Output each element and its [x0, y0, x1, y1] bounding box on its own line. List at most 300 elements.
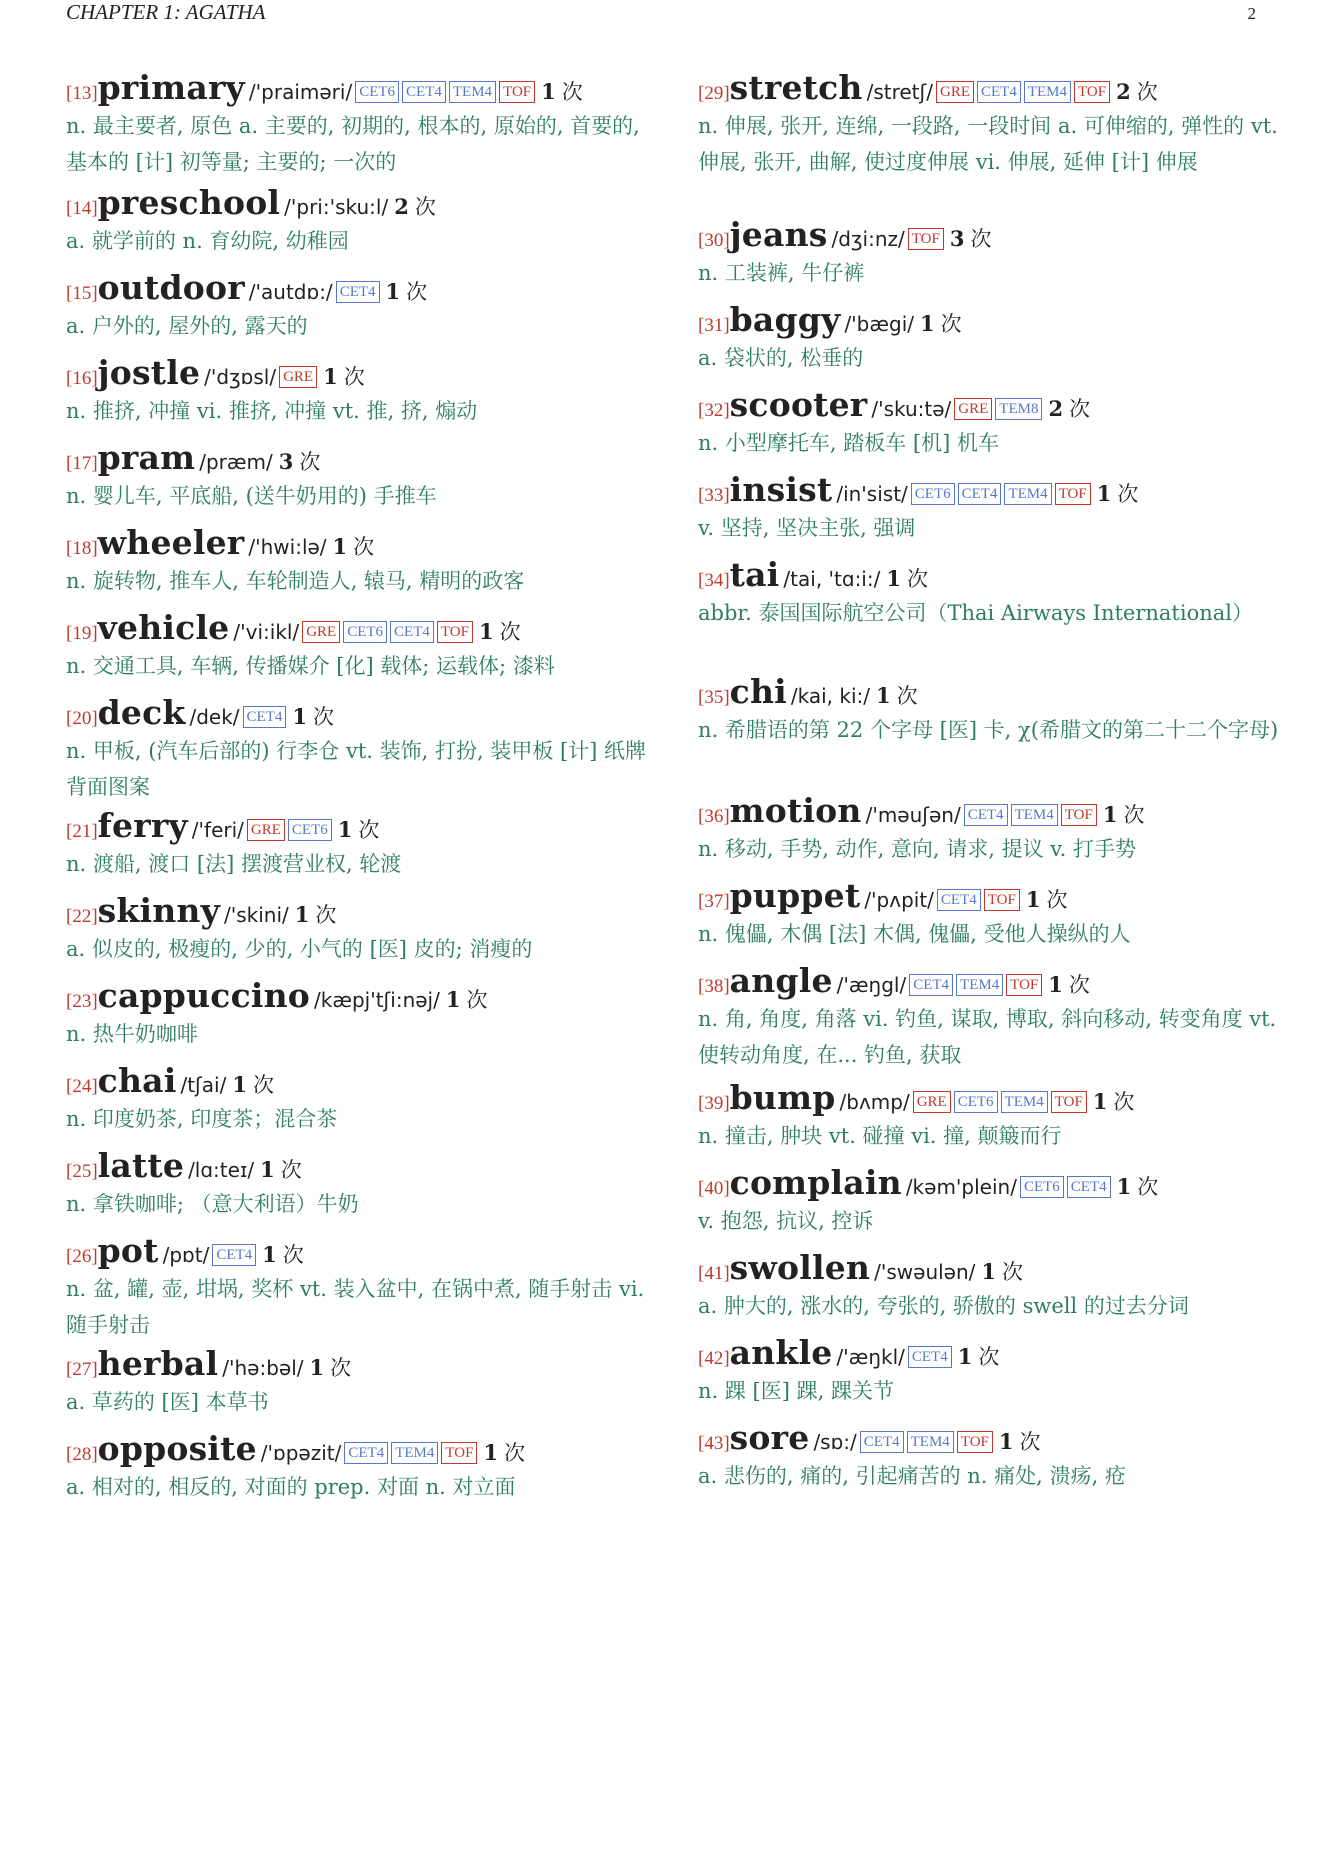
headword: chai [97, 1061, 177, 1100]
definition: v. 坚持, 坚决主张, 强调 [698, 516, 916, 540]
pronunciation: /præm/ [199, 450, 273, 474]
frequency-unit: 次 [299, 450, 321, 474]
entry-number: [28] [66, 1444, 98, 1465]
frequency-unit: 次 [1068, 973, 1090, 997]
entry-headline [698, 961, 1288, 999]
frequency-unit: 次 [970, 227, 992, 251]
pronunciation: /'bægi/ [844, 312, 914, 336]
entry-number: [40] [698, 1178, 730, 1199]
exam-tag-tof: TOF [1055, 483, 1091, 505]
pronunciation: /'swəulən/ [874, 1260, 976, 1284]
entry-number: [18] [66, 538, 98, 559]
entry-headline [698, 672, 1288, 710]
exam-tags [276, 369, 317, 388]
definition: n. 热牛奶咖啡 [66, 1022, 198, 1046]
headword: wheeler [97, 523, 245, 562]
entry-headline [66, 438, 656, 476]
frequency [279, 450, 321, 474]
definition: a. 似皮的, 极瘦的, 少的, 小气的 [医] 皮的; 消瘦的 [66, 937, 533, 961]
exam-tag-tof: TOF [499, 81, 535, 103]
vocab-entry [66, 608, 656, 684]
frequency [323, 365, 365, 389]
exam-tag-cet6: CET6 [355, 81, 399, 103]
entry-headline [698, 385, 1288, 423]
definition: a. 袋状的, 松垂的 [698, 346, 864, 370]
definition: v. 抱怨, 抗议, 控诉 [698, 1209, 874, 1233]
vocab-entry [66, 1231, 656, 1343]
definition: n. 婴儿车, 平底船, (送牛奶用的) 手推车 [66, 484, 437, 508]
exam-tag-cet4: CET4 [1067, 1176, 1111, 1198]
frequency [386, 280, 428, 304]
headword: outdoor [97, 268, 245, 307]
pronunciation: /'məuʃən/ [865, 803, 961, 827]
frequency-count: 1 [478, 619, 494, 644]
headword: complain [729, 1163, 902, 1202]
vocab-entry [698, 876, 1288, 952]
pronunciation: /'pʌpit/ [864, 888, 934, 912]
entry-headline [66, 1146, 656, 1184]
headword: primary [97, 68, 245, 107]
definition: n. 撞击, 肿块 vt. 碰撞 vi. 撞, 颠簸而行 [698, 1124, 1062, 1148]
headword: preschool [97, 183, 281, 222]
headword: insist [729, 470, 833, 509]
frequency-unit: 次 [343, 365, 365, 389]
pronunciation: /bʌmp/ [839, 1090, 910, 1114]
vocab-entry [66, 891, 656, 967]
entry-headline [66, 806, 656, 844]
headword: ferry [97, 806, 188, 845]
frequency [1117, 1175, 1159, 1199]
frequency [446, 988, 488, 1012]
frequency [479, 620, 521, 644]
frequency-unit: 次 [406, 280, 428, 304]
exam-tag-cet4: CET4 [344, 1442, 388, 1464]
frequency-unit: 次 [1113, 1090, 1135, 1114]
pronunciation: /'æŋgl/ [836, 973, 907, 997]
frequency-count: 1 [294, 902, 310, 927]
exam-tag-tem4: TEM4 [391, 1442, 438, 1464]
pronunciation: /'sku:tə/ [871, 397, 952, 421]
exam-tags [933, 84, 1110, 103]
vocab-entry [698, 672, 1288, 748]
frequency-unit: 次 [1069, 397, 1091, 421]
vocab-entry [698, 961, 1288, 1073]
definition: a. 草药的 [医] 本草书 [66, 1390, 269, 1414]
entry-number: [25] [66, 1161, 98, 1182]
definition: n. 盆, 罐, 壶, 坩埚, 奖杯 vt. 装入盆中, 在锅中煮, 随手射击 vi. 随手射击 [66, 1277, 645, 1337]
vocab-entry [66, 693, 656, 805]
exam-tags [209, 1247, 256, 1266]
headword: puppet [729, 876, 861, 915]
entry-headline [698, 791, 1288, 829]
frequency-count: 3 [278, 449, 294, 474]
headword: ankle [729, 1333, 833, 1372]
headword: vehicle [97, 608, 230, 647]
frequency [999, 1430, 1041, 1454]
entry-headline [698, 876, 1288, 914]
entry-number: [31] [698, 315, 730, 336]
frequency-count: 1 [337, 817, 353, 842]
frequency [981, 1260, 1023, 1284]
frequency-unit: 次 [499, 620, 521, 644]
pronunciation: /tʃai/ [180, 1073, 227, 1097]
entry-headline [66, 891, 656, 929]
exam-tags [951, 401, 1042, 420]
frequency [1026, 888, 1068, 912]
exam-tag-tem4: TEM4 [907, 1431, 954, 1453]
frequency-unit: 次 [466, 988, 488, 1012]
vocab-entry [698, 470, 1288, 546]
pronunciation: /'pri:'sku:l/ [284, 195, 389, 219]
frequency [1103, 803, 1145, 827]
vocab-entry [698, 385, 1288, 461]
frequency-count: 1 [876, 683, 891, 708]
frequency-unit: 次 [358, 818, 380, 842]
exam-tag-tof: TOF [1051, 1091, 1087, 1113]
definition: n. 踝 [医] 踝, 踝关节 [698, 1379, 894, 1403]
frequency [483, 1441, 525, 1465]
frequency-unit: 次 [1019, 1430, 1041, 1454]
frequency [1093, 1090, 1135, 1114]
exam-tag-gre: GRE [247, 819, 285, 841]
exam-tag-cet6: CET6 [911, 483, 955, 505]
frequency [1048, 973, 1090, 997]
frequency-unit: 次 [353, 535, 375, 559]
frequency-unit: 次 [1046, 888, 1068, 912]
exam-tag-gre: GRE [913, 1091, 951, 1113]
exam-tags [905, 231, 944, 250]
entry-headline [66, 1061, 656, 1099]
frequency-count: 1 [292, 704, 308, 729]
entry-headline [698, 215, 1288, 253]
vocab-entry [66, 1344, 656, 1420]
exam-tag-gre: GRE [936, 81, 974, 103]
headword: baggy [729, 300, 841, 339]
exam-tag-cet4: CET4 [937, 889, 981, 911]
headword: motion [729, 791, 862, 830]
headword: sore [729, 1418, 810, 1457]
definition: n. 最主要者, 原色 a. 主要的, 初期的, 根本的, 原始的, 首要的, 基本的 [计] 初等量; 主要的; 一次的 [66, 114, 640, 174]
vocab-entry [66, 1061, 656, 1137]
exam-tag-gre: GRE [302, 621, 340, 643]
chapter-title: CHAPTER 1: AGATHA [66, 0, 266, 24]
entry-number: [42] [698, 1348, 730, 1369]
pronunciation: /in'sist/ [836, 482, 908, 506]
entry-headline [66, 608, 656, 646]
vocab-entry [698, 215, 1288, 291]
frequency [950, 227, 992, 251]
headword: swollen [729, 1248, 871, 1287]
headword: jeans [729, 215, 828, 254]
entry-number: [15] [66, 283, 98, 304]
frequency [333, 535, 375, 559]
entry-number: [16] [66, 368, 98, 389]
frequency [394, 195, 436, 219]
entry-number: [35] [698, 687, 730, 708]
exam-tag-cet4: CET4 [402, 81, 446, 103]
frequency-count: 3 [949, 226, 965, 251]
definition: n. 伸展, 张开, 连绵, 一段路, 一段时间 a. 可伸缩的, 弹性的 vt. 伸展, 张开, 曲解, 使过度伸展 vi. 伸展, 延伸 [计] 伸展 [698, 114, 1278, 174]
entry-number: [39] [698, 1093, 730, 1114]
frequency-unit: 次 [1002, 1260, 1024, 1284]
pronunciation: /'dʒɒsl/ [204, 365, 277, 389]
vocab-entry [66, 523, 656, 599]
definition: n. 渡船, 渡口 [法] 摆渡营业权, 轮渡 [66, 852, 402, 876]
frequency [262, 1243, 304, 1267]
exam-tags [244, 822, 332, 841]
exam-tag-tof: TOF [1006, 974, 1042, 996]
vocab-entry [698, 300, 1288, 376]
exam-tag-cet4: CET4 [909, 974, 953, 996]
pronunciation: /lɑ:teɪ/ [188, 1158, 255, 1182]
entry-headline [66, 268, 656, 306]
definition: a. 就学前的 n. 育幼院, 幼稚园 [66, 229, 349, 253]
headword: skinny [97, 891, 220, 930]
vocab-entry [698, 1163, 1288, 1239]
entry-number: [14] [66, 198, 98, 219]
exam-tag-tof: TOF [441, 1442, 477, 1464]
entry-headline [698, 555, 1288, 593]
exam-tags [908, 486, 1091, 505]
definition: n. 傀儡, 木偶 [法] 木偶, 傀儡, 受他人操纵的人 [698, 922, 1131, 946]
definition: n. 工装裤, 牛仔裤 [698, 261, 865, 285]
frequency-count: 1 [232, 1072, 247, 1097]
frequency [1116, 80, 1158, 104]
pronunciation: /tai, 'tɑ:i:/ [783, 567, 881, 591]
headword: angle [729, 961, 833, 1000]
pronunciation: /pɒt/ [162, 1243, 210, 1267]
pronunciation: /kəm'plein/ [905, 1175, 1017, 1199]
entry-number: [33] [698, 485, 730, 506]
frequency-unit: 次 [315, 903, 337, 927]
pronunciation: /'autdɒ:/ [248, 280, 333, 304]
exam-tag-cet4: CET4 [390, 621, 434, 643]
frequency-unit: 次 [282, 1243, 304, 1267]
headword: deck [97, 693, 186, 732]
exam-tags [341, 1445, 477, 1464]
pronunciation: /stretʃ/ [866, 80, 933, 104]
exam-tags [1017, 1179, 1111, 1198]
entry-number: [21] [66, 821, 98, 842]
entry-number: [17] [66, 453, 98, 474]
exam-tag-tem4: TEM4 [1011, 804, 1058, 826]
pronunciation: /'hwi:lə/ [248, 535, 327, 559]
frequency-count: 1 [998, 1429, 1014, 1454]
exam-tag-tem4: TEM4 [956, 974, 1003, 996]
exam-tag-cet6: CET6 [1020, 1176, 1064, 1198]
vocab-entry [66, 268, 656, 344]
entry-headline [66, 353, 656, 391]
vocab-entry [66, 353, 656, 429]
exam-tags [961, 807, 1097, 826]
entry-number: [32] [698, 400, 730, 421]
pronunciation: /'praiməri/ [248, 80, 353, 104]
exam-tags [934, 892, 1020, 911]
entry-headline [698, 1078, 1288, 1116]
entry-headline [698, 1248, 1288, 1286]
exam-tag-tof: TOF [984, 889, 1020, 911]
definition: n. 交通工具, 车辆, 传播媒介 [化] 载体; 运载体; 漆料 [66, 654, 555, 678]
pronunciation: /sɒ:/ [813, 1430, 857, 1454]
frequency-count: 1 [1092, 1089, 1108, 1114]
entry-number: [19] [66, 623, 98, 644]
frequency-count: 2 [1048, 396, 1064, 421]
vocab-entry [698, 1078, 1288, 1154]
frequency-unit: 次 [1117, 482, 1139, 506]
definition: a. 户外的, 屋外的, 露天的 [66, 314, 308, 338]
frequency-count: 1 [920, 311, 935, 336]
exam-tag-cet4: CET4 [212, 1244, 256, 1266]
frequency-count: 1 [1102, 802, 1118, 827]
frequency-count: 2 [394, 194, 409, 219]
vocab-entry [66, 1146, 656, 1222]
frequency-count: 1 [1025, 887, 1041, 912]
frequency-unit: 次 [561, 80, 583, 104]
frequency-count: 1 [886, 566, 901, 591]
entry-number: [20] [66, 708, 98, 729]
vocab-entry [698, 791, 1288, 867]
frequency [876, 684, 918, 708]
headword: bump [729, 1078, 836, 1117]
entry-number: [36] [698, 806, 730, 827]
entry-number: [38] [698, 976, 730, 997]
entry-headline [66, 1231, 656, 1269]
frequency-count: 1 [309, 1355, 325, 1380]
exam-tags [905, 1349, 952, 1368]
vocab-entry [66, 438, 656, 514]
frequency-count: 1 [981, 1259, 997, 1284]
definition: a. 肿大的, 涨水的, 夸张的, 骄傲的 swell 的过去分词 [698, 1294, 1189, 1318]
vocab-entry [698, 1248, 1288, 1324]
entry-headline [698, 1163, 1288, 1201]
frequency [541, 80, 583, 104]
entry-headline [698, 300, 1288, 338]
frequency-unit: 次 [940, 312, 962, 336]
exam-tag-cet4: CET4 [860, 1431, 904, 1453]
headword: scooter [729, 385, 868, 424]
frequency-count: 1 [262, 1242, 277, 1267]
frequency-unit: 次 [504, 1441, 526, 1465]
exam-tags [910, 1094, 1087, 1113]
entry-number: [22] [66, 906, 98, 927]
frequency-unit: 次 [1136, 80, 1158, 104]
entry-headline [66, 1344, 656, 1382]
frequency-unit: 次 [252, 1073, 274, 1097]
definition: n. 希腊语的第 22 个字母 [医] 卡, χ(希腊文的第二十二个字母) [698, 718, 1279, 742]
exam-tags [857, 1434, 993, 1453]
entry-headline [698, 1418, 1288, 1456]
pronunciation: /kai, ki:/ [790, 684, 871, 708]
vocab-entry [66, 68, 656, 180]
exam-tag-cet4: CET4 [243, 706, 287, 728]
pronunciation: /'ɒpəzit/ [260, 1441, 342, 1465]
pronunciation: /kæpj'tʃi:nəj/ [314, 988, 440, 1012]
exam-tag-gre: GRE [279, 366, 317, 388]
headword: tai [729, 555, 780, 594]
frequency-unit: 次 [1137, 1175, 1159, 1199]
definition: n. 角, 角度, 角落 vi. 钓鱼, 谋取, 博取, 斜向移动, 转变角度 vt. 使转动角度, 在... 钓鱼, 获取 [698, 1007, 1277, 1067]
exam-tag-tem4: TEM4 [1004, 483, 1051, 505]
frequency-count: 1 [957, 1344, 973, 1369]
entry-number: [41] [698, 1263, 730, 1284]
frequency [1097, 482, 1139, 506]
definition: a. 相对的, 相反的, 对面的 prep. 对面 n. 对立面 [66, 1475, 516, 1499]
frequency [886, 567, 928, 591]
exam-tag-tof: TOF [957, 1431, 993, 1453]
vocab-entry [698, 555, 1288, 631]
frequency [338, 818, 380, 842]
exam-tags [352, 84, 535, 103]
definition: a. 悲伤的, 痛的, 引起痛苦的 n. 痛处, 溃疡, 疮 [698, 1464, 1126, 1488]
frequency [232, 1073, 274, 1097]
entry-number: [26] [66, 1246, 98, 1267]
entry-headline [66, 1429, 656, 1467]
exam-tag-cet6: CET6 [954, 1091, 998, 1113]
entry-number: [24] [66, 1076, 98, 1097]
pronunciation: /dek/ [189, 705, 240, 729]
frequency-count: 1 [385, 279, 401, 304]
pronunciation: /'æŋkl/ [836, 1345, 905, 1369]
entry-number: [30] [698, 230, 730, 251]
frequency-unit: 次 [978, 1345, 1000, 1369]
entry-number: [29] [698, 83, 730, 104]
frequency-count: 1 [1048, 972, 1063, 997]
entry-number: [34] [698, 570, 730, 591]
entry-number: [37] [698, 891, 730, 912]
frequency [1048, 397, 1090, 421]
headword: pot [97, 1231, 159, 1270]
frequency-count: 1 [1116, 1174, 1132, 1199]
exam-tag-tof: TOF [908, 228, 944, 250]
entry-number: [23] [66, 991, 98, 1012]
page-number: 2 [1247, 4, 1256, 23]
exam-tag-tof: TOF [1061, 804, 1097, 826]
frequency-count: 2 [1116, 79, 1131, 104]
pronunciation: /'skini/ [224, 903, 289, 927]
exam-tags [906, 977, 1042, 996]
exam-tag-tof: TOF [437, 621, 473, 643]
headword: chi [729, 672, 787, 711]
headword: jostle [97, 353, 201, 392]
definition: n. 旋转物, 推车人, 车轮制造人, 辕马, 精明的政客 [66, 569, 525, 593]
definition: n. 推挤, 冲撞 vi. 推挤, 冲撞 vt. 推, 挤, 煽动 [66, 399, 478, 423]
exam-tag-cet4: CET4 [908, 1346, 952, 1368]
exam-tag-tem4: TEM4 [1001, 1091, 1048, 1113]
pronunciation: /'vi:ikl/ [233, 620, 300, 644]
frequency [260, 1158, 302, 1182]
frequency-count: 1 [445, 987, 461, 1012]
headword: cappuccino [97, 976, 310, 1015]
entry-headline [66, 183, 656, 221]
headword: herbal [97, 1344, 219, 1383]
entry-headline [698, 1333, 1288, 1371]
frequency [295, 903, 337, 927]
headword: pram [97, 438, 196, 477]
frequency-unit: 次 [1123, 803, 1145, 827]
definition: n. 甲板, (汽车后部的) 行李仓 vt. 装饰, 打扮, 装甲板 [计] 纸牌背面图案 [66, 739, 647, 799]
pronunciation: /'feri/ [191, 818, 244, 842]
entry-number: [13] [66, 83, 98, 104]
frequency-count: 1 [541, 79, 556, 104]
frequency-count: 1 [260, 1157, 275, 1182]
pronunciation: /dʒi:nz/ [831, 227, 905, 251]
frequency [958, 1345, 1000, 1369]
exam-tag-cet4: CET4 [964, 804, 1008, 826]
frequency [920, 312, 962, 336]
definition: n. 移动, 手势, 动作, 意向, 请求, 提议 v. 打手势 [698, 837, 1137, 861]
entry-headline [66, 976, 656, 1014]
frequency-count: 1 [1096, 481, 1112, 506]
